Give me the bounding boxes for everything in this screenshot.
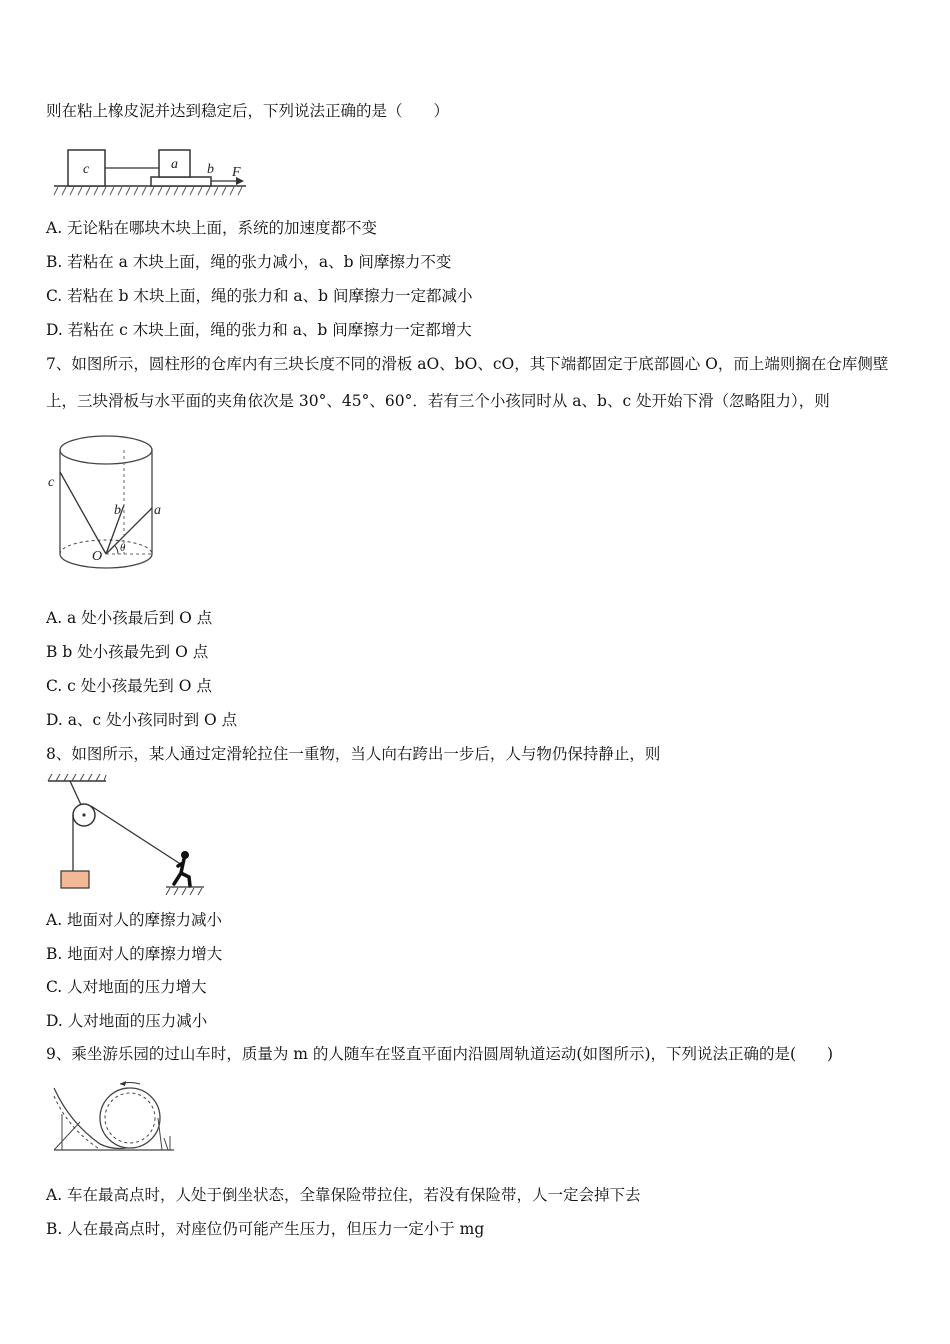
- block-a-label: a: [171, 157, 178, 172]
- q7-stem-line-1: 7、如图所示，圆柱形的仓库内有三块长度不同的滑板 aO、bO、cO，其下端都固定于底部圆心 O，而上端则搁在仓库侧壁: [46, 355, 889, 373]
- cylinder-label-theta: θ: [120, 542, 126, 554]
- q6-stem-tail: 则在粘上橡皮泥并达到稳定后，下列说法正确的是（ ）: [46, 102, 450, 120]
- q8-stem: 8、如图所示，某人通过定滑轮拉住一重物，当人向右跨出一步后，人与物仍保持静止，则: [46, 745, 661, 763]
- q9-roller-coaster-figure: [50, 1078, 180, 1154]
- cylinder-label-o: O: [92, 549, 103, 564]
- q7-cylinder-figure: [44, 430, 174, 580]
- q7-option-c: C. c 处小孩最先到 O 点: [46, 677, 212, 695]
- q6-option-d: D. 若粘在 c 木块上面，绳的张力和 a、b 间摩擦力一定都增大: [46, 321, 472, 339]
- q6-blocks-figure: [52, 146, 252, 198]
- q7-option-a: A. a 处小孩最后到 O 点: [46, 609, 213, 627]
- q9-option-a: A. 车在最高点时，人处于倒坐状态，全靠保险带拉住，若没有保险带，人一定会掉下去: [46, 1186, 641, 1204]
- block-c-label: c: [83, 162, 90, 177]
- cylinder-label-b: b: [114, 503, 121, 518]
- cylinder-label-a: a: [154, 503, 161, 518]
- q8-pulley-figure: [44, 773, 214, 899]
- q8-option-c: C. 人对地面的压力增大: [46, 978, 207, 996]
- q6-option-c: C. 若粘在 b 木块上面，绳的张力和 a、b 间摩擦力一定都减小: [46, 287, 473, 305]
- q6-option-a: A. 无论粘在哪块木块上面，系统的加速度都不变: [46, 219, 378, 237]
- q7-stem-line-2: 上，三块滑板与水平面的夹角依次是 30°、45°、60°．若有三个小孩同时从 a、b、c 处开始下滑（忽略阻力），则: [46, 392, 830, 410]
- q7-option-b: B b 处小孩最先到 O 点: [46, 643, 209, 661]
- q8-option-d: D. 人对地面的压力减小: [46, 1012, 208, 1030]
- cylinder-label-c: c: [48, 475, 55, 490]
- block-b-label: b: [207, 162, 214, 177]
- q9-option-b: B. 人在最高点时，对座位仍可能产生压力，但压力一定小于 mg: [46, 1220, 485, 1238]
- q7-option-d: D. a、c 处小孩同时到 O 点: [46, 711, 238, 729]
- q8-option-b: B. 地面对人的摩擦力增大: [46, 945, 223, 963]
- q6-option-b: B. 若粘在 a 木块上面，绳的张力减小，a、b 间摩擦力不变: [46, 253, 452, 271]
- force-f-label: F: [232, 165, 241, 180]
- q8-option-a: A. 地面对人的摩擦力减小: [46, 911, 223, 929]
- q9-stem: 9、乘坐游乐园的过山车时，质量为 m 的人随车在竖直平面内沿圆周轨道运动(如图所示)，下列说法正确的是( ): [46, 1045, 834, 1063]
